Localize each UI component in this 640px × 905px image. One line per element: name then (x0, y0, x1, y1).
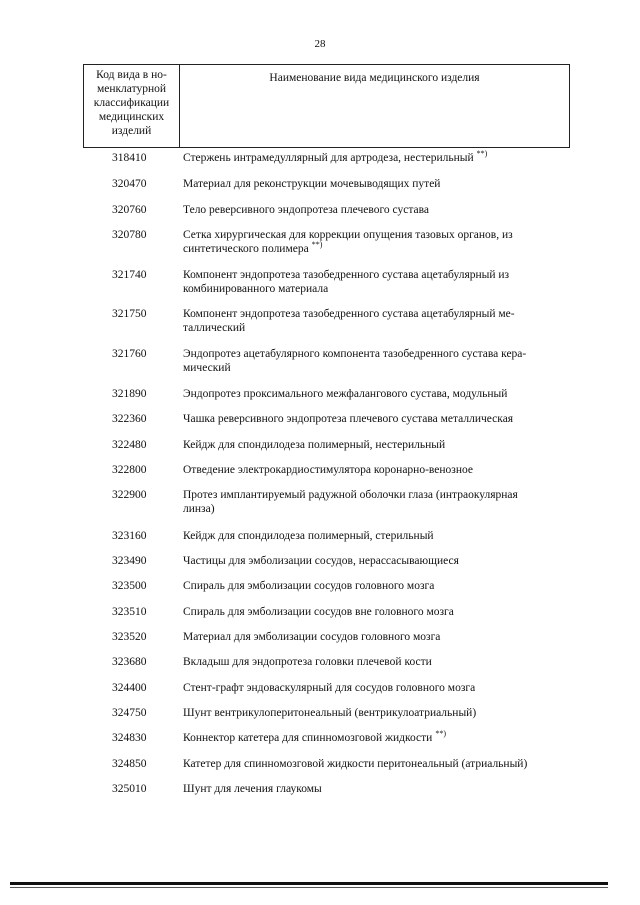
row-name-line: Шунт вентрикулоперитонеальный (вентрикулоатриальный) (183, 707, 477, 719)
row-name-line: Компонент эндопротеза тазобедренного сустава ацетабулярный из (183, 269, 510, 281)
row-name (183, 605, 561, 619)
row-code: 323500 (112, 580, 147, 592)
row-name-line: Протез имплантируемый радужной оболочки глаза (интраокулярная (183, 489, 518, 501)
row-name-line: мический (183, 362, 231, 374)
row-code: 321750 (112, 308, 147, 320)
row-code: 325010 (112, 783, 147, 795)
row-name (183, 529, 561, 543)
row-name-line: таллический (183, 322, 246, 334)
row-code: 320760 (112, 204, 147, 216)
row-name-line: Отведение электрокардиостимулятора коронарно-венозное (183, 464, 473, 476)
page-bottom-border (10, 882, 608, 885)
row-code: 322480 (112, 439, 147, 451)
row-code: 324830 (112, 732, 147, 744)
row-code: 320470 (112, 178, 147, 190)
row-name-line: Кейдж для спондилодеза полимерный, стерильный (183, 530, 434, 542)
row-code: 320780 (112, 229, 147, 241)
row-code: 324750 (112, 707, 147, 719)
column-header-code-line: менклатурной (96, 83, 167, 95)
row-name (183, 203, 561, 217)
row-name-line: Стержень интрамедуллярный для артродеза, нестерильный **) (183, 149, 488, 164)
column-header-code (84, 65, 180, 147)
row-name-line: Коннектор катетера для спинномозговой жидкости **) (183, 729, 446, 744)
row-name (183, 488, 561, 516)
row-code: 323520 (112, 631, 147, 643)
row-name (183, 268, 561, 296)
row-name (183, 307, 561, 335)
row-name (183, 655, 561, 669)
row-code: 321760 (112, 348, 147, 360)
row-name (183, 681, 561, 695)
row-name (183, 438, 561, 452)
row-name (183, 706, 561, 720)
row-code: 322800 (112, 464, 147, 476)
row-name-line: Шунт для лечения глаукомы (183, 783, 322, 795)
footnote-marker: **) (435, 729, 446, 739)
row-name (183, 412, 561, 426)
row-code: 322900 (112, 489, 147, 501)
column-header-code-line: Код вида в но- (96, 69, 167, 81)
row-name-line: синтетического полимера **) (183, 240, 323, 255)
row-name (183, 347, 561, 375)
row-name-line: Сетка хирургическая для коррекции опущения тазовых органов, из (183, 229, 513, 241)
row-code: 323680 (112, 656, 147, 668)
row-name (183, 463, 561, 477)
footnote-marker: **) (476, 149, 488, 159)
row-code: 323160 (112, 530, 147, 542)
row-name-line: Эндопротез проксимального межфалангового сустава, модульный (183, 388, 508, 400)
page-bottom-border-thin (10, 887, 608, 888)
row-name-line: комбинированного материала (183, 283, 329, 295)
row-code: 324850 (112, 758, 147, 770)
row-code: 321740 (112, 269, 147, 281)
row-code: 321890 (112, 388, 147, 400)
column-header-code-line: изделий (111, 125, 152, 137)
column-header-code-line: медицинских (98, 111, 165, 123)
row-name-line: Вкладыш для эндопротеза головки плечевой кости (183, 656, 432, 668)
row-name-line: Спираль для эмболизации сосудов вне головного мозга (183, 606, 454, 618)
row-name (183, 177, 561, 191)
page-number: 28 (314, 38, 326, 50)
row-name-line: Материал для эмболизации сосудов головного мозга (183, 631, 441, 643)
row-name (183, 151, 561, 165)
row-code: 324400 (112, 682, 147, 694)
row-name-line: Чашка реверсивного эндопротеза плечевого сустава металлическая (183, 413, 514, 425)
row-code: 318410 (112, 152, 147, 164)
column-header-code-line: классификации (93, 97, 170, 109)
row-code: 323510 (112, 606, 147, 618)
row-name (183, 757, 561, 771)
row-name (183, 228, 561, 256)
row-name (183, 630, 561, 644)
table-header (83, 64, 570, 148)
row-name-line: Катетер для спинномозговой жидкости перитонеальный (атриальный) (183, 758, 528, 770)
row-name-line: Стент-графт эндоваскулярный для сосудов головного мозга (183, 682, 476, 694)
row-name-line: Материал для реконструкции мочевыводящих путей (183, 178, 441, 190)
row-name (183, 554, 561, 568)
row-name (183, 387, 561, 401)
row-name-line: Кейдж для спондилодеза полимерный, нестерильный (183, 439, 446, 451)
row-name-line: Компонент эндопротеза тазобедренного сустава ацетабулярный ме- (183, 308, 515, 320)
footnote-marker: **) (311, 240, 323, 250)
row-name (183, 782, 561, 796)
row-code: 322360 (112, 413, 147, 425)
row-name-line: линза) (183, 503, 215, 515)
row-name-line: Тело реверсивного эндопротеза плечевого сустава (183, 204, 429, 216)
row-code: 323490 (112, 555, 147, 567)
row-name-line: Эндопротез ацетабулярного компонента тазобедренного сустава кера- (183, 348, 527, 360)
row-name (183, 579, 561, 593)
row-name-line: Частицы для эмболизации сосудов, нерассасывающиеся (183, 555, 459, 567)
column-header-name: Наименование вида медицинского изделия (269, 72, 480, 84)
row-name (183, 731, 561, 745)
row-name-line: Спираль для эмболизации сосудов головного мозга (183, 580, 435, 592)
